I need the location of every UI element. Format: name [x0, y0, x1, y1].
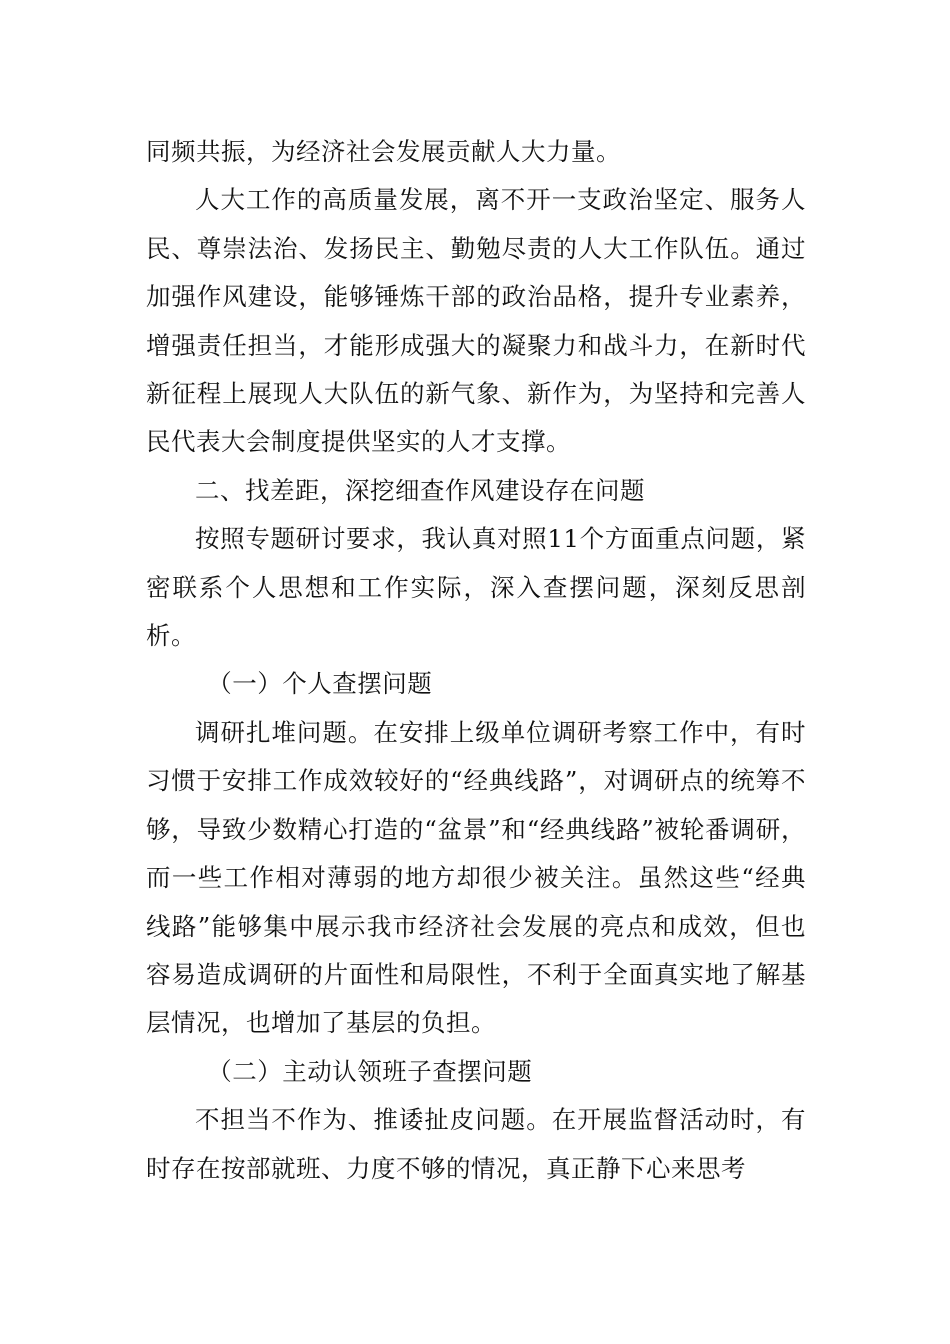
section-heading-2: 二、找差距，深挖细查作风建设存在问题: [195, 475, 645, 505]
subheading-personal-issues: （一）个人查摆问题: [207, 669, 433, 699]
paragraph-responsibility-issue: 不担当不作为、推诿扯皮问题。在开展监督活动时，有时存在按部就班、力度不够的情况，真正静下心来思考: [146, 1105, 806, 1183]
subheading-team-issues: （二）主动认领班子查摆问题: [207, 1056, 533, 1086]
paragraph-continuation: 同频共振，为经济社会发展贡献人大力量。: [146, 137, 621, 166]
document-page: [146, 128, 806, 1193]
paragraph-team-building: 人大工作的高质量发展，离不开一支政治坚定、服务人民、尊崇法治、发扬民主、勤勉尽责的人大工作队伍。通过加强作风建设，能够锤炼干部的政治品格，提升专业素养，增强责任担当，才能形成强大的凝聚力和战斗力，在新时代新征程上展现人大队伍的新气象、新作为，为坚持和完善人民代表大会制度提供坚实的人才支撑。: [146, 185, 806, 457]
paragraph-review-intro: 按照专题研讨要求，我认真对照11个方面重点问题，紧密联系个人思想和工作实际，深入查摆问题，深刻反思剖析。: [146, 524, 806, 651]
paragraph-research-issue: 调研扎堆问题。在安排上级单位调研考察工作中，有时习惯于安排工作成效较好的“经典线路”，对调研点的统筹不够，导致少数精心打造的“盆景”和“经典线路”被轮番调研，而一些工作相对薄弱的地方却很少被关注。虽然这些“经典线路”能够集中展示我市经济社会发展的亮点和成效，但也容易造成调研的片面性和局限性，不利于全面真实地了解基层情况，也增加了基层的负担。: [146, 717, 806, 1038]
